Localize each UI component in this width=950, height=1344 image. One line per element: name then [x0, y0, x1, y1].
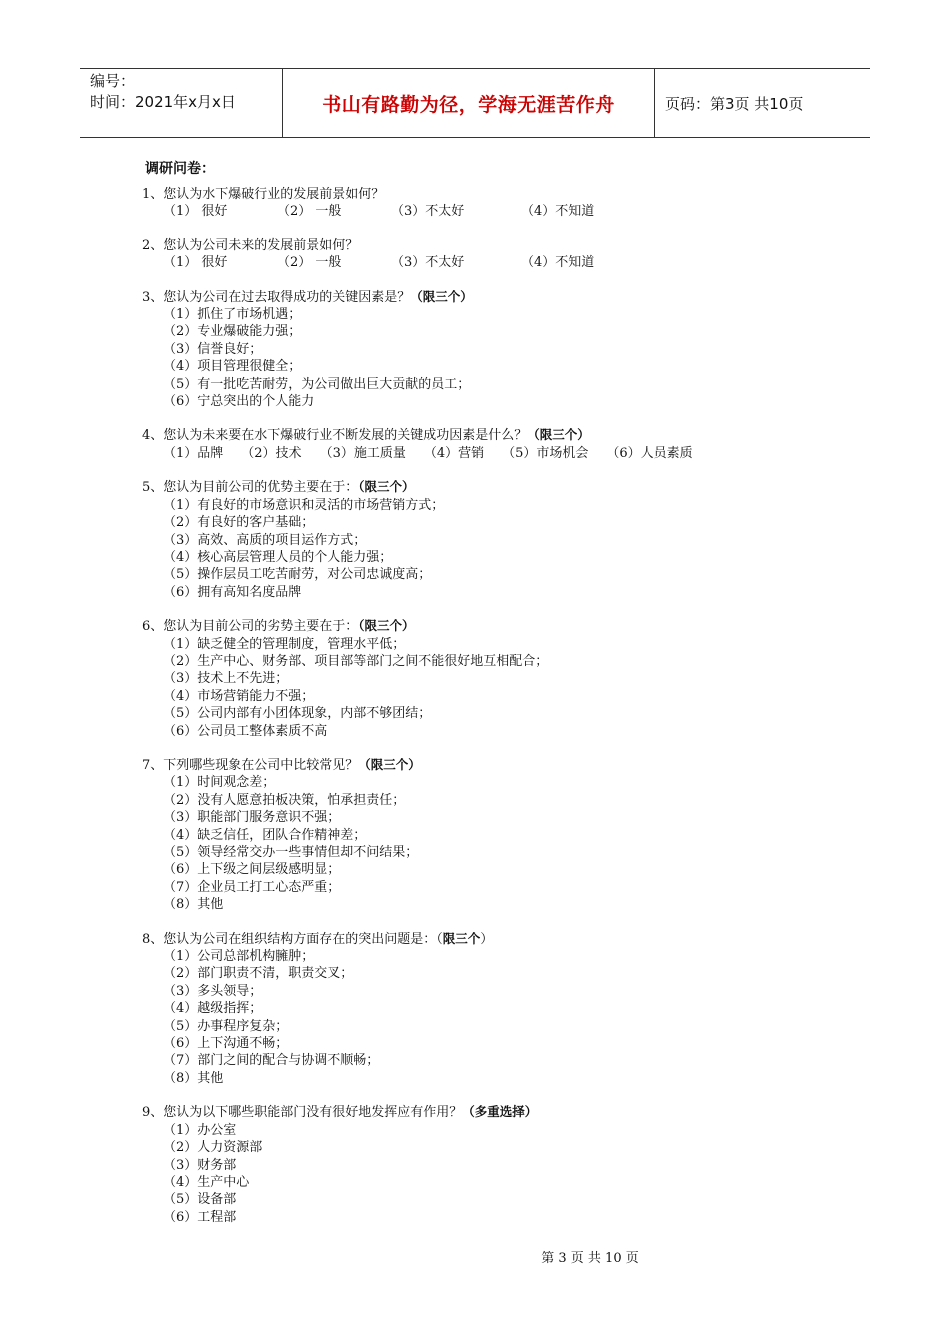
question-3 — [142, 288, 862, 411]
option-row — [142, 254, 862, 271]
option-row — [142, 203, 862, 220]
option[interactable]: （2）专业爆破能力强； — [163, 324, 302, 340]
time-label: 时间：2021年x月x日 — [90, 93, 236, 111]
option[interactable]: （1）缺乏健全的管理制度，管理水平低； — [163, 636, 406, 652]
option[interactable]: （6）工程部 — [163, 1209, 237, 1225]
option[interactable]: （7）企业员工打工心态严重； — [163, 879, 341, 895]
option[interactable]: （7）部门之间的配合与协调不顺畅； — [163, 1053, 380, 1069]
header-motto-cell — [282, 69, 655, 137]
header-left — [80, 69, 282, 137]
option[interactable]: （4）市场营销能力不强； — [163, 688, 315, 704]
option[interactable]: （2）部门职责不清，职责交叉； — [163, 966, 354, 982]
option[interactable]: （4）核心高层管理人员的个人能力强； — [163, 549, 393, 565]
question-4 — [142, 426, 862, 462]
option[interactable]: （4）项目管理很健全； — [163, 359, 302, 375]
option[interactable]: （1）有良好的市场意识和灵活的市场营销方式； — [163, 497, 445, 513]
page-header — [80, 68, 870, 138]
header-right — [655, 69, 870, 137]
question-note: （多重选择） — [462, 1104, 538, 1120]
page-footer — [0, 1247, 950, 1266]
question-6 — [142, 617, 862, 740]
header-motto: 书山有路勤为径，学海无涯苦作舟 — [322, 93, 615, 116]
option[interactable]: （4）生产中心 — [163, 1174, 250, 1190]
question-5 — [142, 478, 862, 601]
option[interactable]: （6）人员素质 — [606, 445, 693, 461]
number-label: 编号： — [90, 72, 136, 90]
option[interactable]: （4）营销 — [423, 445, 485, 461]
question-note: （限三个） — [527, 427, 590, 443]
option[interactable]: （2）技术 — [241, 445, 302, 461]
option[interactable]: （1） 很好 — [163, 204, 228, 220]
question-text: 6、您认为目前公司的劣势主要在于：（限三个） — [142, 618, 415, 635]
option[interactable]: （5）公司内部有小团体现象，内部不够团结； — [163, 706, 432, 722]
question-text: 7、下列哪些现象在公司中比较常见？（限三个） — [142, 756, 421, 773]
page-label: 页码：第3页 共10页 — [665, 94, 804, 113]
option[interactable]: （1）公司总部机构臃肿； — [163, 949, 315, 965]
option[interactable]: （3）施工质量 — [319, 445, 406, 461]
question-note: 限三个 — [442, 930, 481, 946]
question-text: 5、您认为目前公司的优势主要在于：（限三个） — [142, 479, 415, 496]
option[interactable]: （3）不太好 — [391, 204, 465, 220]
question-1 — [142, 186, 862, 221]
question-text: 9、您认为以下哪些职能部门没有很好地发挥应有作用？（多重选择） — [142, 1104, 538, 1121]
option[interactable]: （6）上下沟通不畅； — [163, 1036, 289, 1052]
option[interactable]: （2）人力资源部 — [163, 1140, 263, 1156]
question-text: 3、您认为公司在过去取得成功的关键因素是？（限三个） — [142, 288, 473, 305]
option-row — [142, 445, 862, 462]
option[interactable]: （3）财务部 — [163, 1157, 237, 1173]
question-text: 2、您认为公司未来的发展前景如何？ — [142, 237, 359, 253]
option[interactable]: （4）不知道 — [521, 204, 595, 220]
footer-page-number: 第 3 页 共 10 页 — [541, 1251, 639, 1266]
question-8 — [142, 930, 862, 1088]
option[interactable]: （1）抓住了市场机遇； — [163, 307, 302, 323]
question-note: （限三个） — [358, 479, 415, 495]
question-text: 1、您认为水下爆破行业的发展前景如何？ — [142, 187, 385, 202]
option[interactable]: （5）设备部 — [163, 1192, 237, 1208]
option[interactable]: （2） 一般 — [277, 255, 342, 271]
option[interactable]: （8）其他 — [163, 1070, 224, 1086]
question-9 — [142, 1103, 862, 1226]
option[interactable]: （1）办公室 — [163, 1122, 237, 1138]
question-7 — [142, 756, 862, 914]
question-note: （限三个） — [358, 618, 415, 634]
option[interactable]: （5）办事程序复杂； — [163, 1018, 289, 1034]
question-text: 8、您认为公司在组织结构方面存在的突出问题是：（限三个） — [142, 930, 494, 947]
option[interactable]: （5）领导经常交办一些事情但却不问结果； — [163, 845, 419, 860]
survey-title: 调研问卷： — [145, 161, 215, 177]
option[interactable]: （6）宁总突出的个人能力 — [163, 394, 315, 410]
question-2 — [142, 237, 862, 272]
option[interactable]: （3）多头领导； — [163, 983, 263, 999]
option[interactable]: （3）高效、高质的项目运作方式； — [163, 532, 367, 548]
option[interactable]: （5）操作层员工吃苦耐劳，对公司忠诚度高； — [163, 567, 432, 583]
option[interactable]: （3）信誉良好； — [163, 341, 263, 357]
option[interactable]: （1） 很好 — [163, 255, 228, 271]
option[interactable]: （3）技术上不先进； — [163, 671, 289, 687]
option[interactable]: （5）有一批吃苦耐劳，为公司做出巨大贡献的员工； — [163, 376, 471, 392]
option[interactable]: （2）有良好的客户基础； — [163, 515, 315, 531]
option[interactable]: （4）缺乏信任，团队合作精神差； — [163, 827, 367, 843]
question-note: （限三个） — [358, 756, 421, 772]
option[interactable]: （5）市场机会 — [502, 445, 589, 461]
option[interactable]: （1）品牌 — [163, 445, 224, 461]
option[interactable]: （4）不知道 — [521, 255, 595, 271]
survey-content — [142, 158, 862, 1242]
option[interactable]: （6）拥有高知名度品牌 — [163, 584, 302, 600]
option[interactable]: （3）职能部门服务意识不强； — [163, 810, 341, 826]
option[interactable]: （4）越级指挥； — [163, 1001, 263, 1017]
option[interactable]: （3）不太好 — [391, 255, 465, 271]
question-note: （限三个） — [410, 288, 473, 304]
option[interactable]: （6）公司员工整体素质不高 — [163, 723, 328, 739]
option[interactable]: （2）生产中心、财务部、项目部等部门之间不能很好地互相配合； — [163, 653, 549, 669]
question-text: 4、您认为未来要在水下爆破行业不断发展的关键成功因素是什么？（限三个） — [142, 427, 590, 444]
option[interactable]: （2） 一般 — [277, 204, 342, 220]
option[interactable]: （2）没有人愿意拍板决策，怕承担责任； — [163, 792, 406, 808]
option[interactable]: （8）其他 — [163, 897, 224, 913]
option[interactable]: （6）上下级之间层级感明显； — [163, 862, 341, 878]
option[interactable]: （1）时间观念差； — [163, 775, 276, 791]
